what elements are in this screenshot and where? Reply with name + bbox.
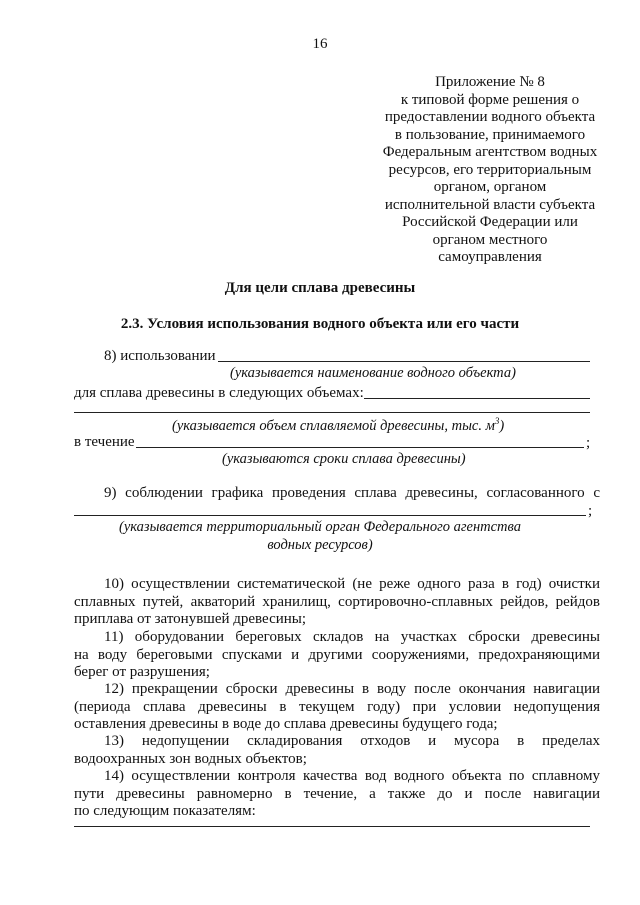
during-label: в течение <box>74 434 135 450</box>
paragraph-line: 13) недопущении складирования отходов и мусора в пределах <box>104 733 600 749</box>
section-heading: 2.3. Условия использования водного объекта или его части <box>120 316 520 332</box>
paragraph-line: приплава от затонувшей древесины; <box>74 611 307 628</box>
paragraph-line: 10) осуществлении систематической (не реже одного раза в год) очистки <box>104 576 600 592</box>
indicators-field[interactable] <box>74 826 590 827</box>
during-semicolon: ; <box>586 435 591 451</box>
paragraph-line: на воду береговыми спусками и другими сооружениями, предохраняющими <box>74 646 600 663</box>
volume-field-1[interactable] <box>364 398 590 399</box>
item9-paragraph <box>74 485 600 503</box>
appendix-line: Российской Федерации или <box>402 214 578 230</box>
paragraph-line: оставления древесины в воде до сплава древесины будущего года; <box>74 716 498 733</box>
paragraph-line: 11) оборудовании береговых складов на участках сброски древесины <box>104 629 600 645</box>
paragraph-line: водоохранных зон водных объектов; <box>74 750 307 767</box>
hint-terms: (указываются сроки сплава древесины) <box>222 451 466 467</box>
paragraph-item14 <box>74 768 600 821</box>
paragraph-line: пути древесины равномерно в течение, а также до и после навигации <box>74 785 600 802</box>
appendix-line: самоуправления <box>438 249 542 265</box>
item9-semicolon: ; <box>588 503 593 519</box>
appendix-line: ресурсов, его территориальным <box>388 161 592 178</box>
paragraph-line: берег от разрушения; <box>74 664 210 681</box>
territorial-body-field[interactable] <box>74 515 586 516</box>
item8-label: 8) использовании <box>104 348 216 364</box>
appendix-line: органом местного <box>432 231 548 248</box>
paragraph-line: 14) осуществлении контроля качества вод водного объекта по сплавному <box>104 768 600 784</box>
appendix-line: Приложение № 8 <box>435 74 545 90</box>
paragraph-line: по следующим показателям: <box>74 803 256 820</box>
terms-field[interactable] <box>136 447 584 448</box>
paragraph-line: сплавных путей, акваторий хранилищ, сортировочно-сплавных рейдов, рейдов <box>74 593 600 610</box>
hint-territorial-body-line1: (указывается территориальный орган Федерального агентства <box>119 519 521 535</box>
paragraph-line: 12) прекращении сброски древесины в воду после окончания навигации <box>104 681 600 697</box>
volume-field-2[interactable] <box>74 412 590 413</box>
appendix-line: предоставлении водного объекта <box>384 109 596 125</box>
hint-territorial-body-line2: водных ресурсов) <box>267 537 373 553</box>
volumes-label: для сплава древесины в следующих объемах: <box>74 385 364 401</box>
purpose-heading: Для цели сплава древесины <box>224 280 416 296</box>
page-number: 16 <box>312 36 328 52</box>
appendix-line: исполнительной власти субъекта <box>384 196 596 213</box>
paragraph-item11 <box>74 629 600 682</box>
hint-water-object: (указывается наименование водного объекта) <box>230 365 516 381</box>
paragraph-item12 <box>74 681 600 734</box>
item9-text: 9) соблюдении графика проведения сплава древесины, согласованного с <box>104 485 600 501</box>
paragraph-item13 <box>74 733 600 768</box>
appendix-line: органом, органом <box>433 179 547 195</box>
paragraph-item10 <box>74 576 600 629</box>
appendix-block <box>360 74 620 267</box>
appendix-line: Федеральным агентством водных <box>382 144 598 160</box>
hint-volume: (указывается объем сплавляемой древесины, тыс. $м^3$) <box>172 416 505 434</box>
paragraph-line: (периода сплава древесины в текущем году) при условии недопущения <box>74 698 600 715</box>
appendix-line: в пользование, принимаемого <box>394 126 586 143</box>
appendix-line: к типовой форме решения о <box>400 91 580 108</box>
water-object-field[interactable] <box>218 361 590 362</box>
